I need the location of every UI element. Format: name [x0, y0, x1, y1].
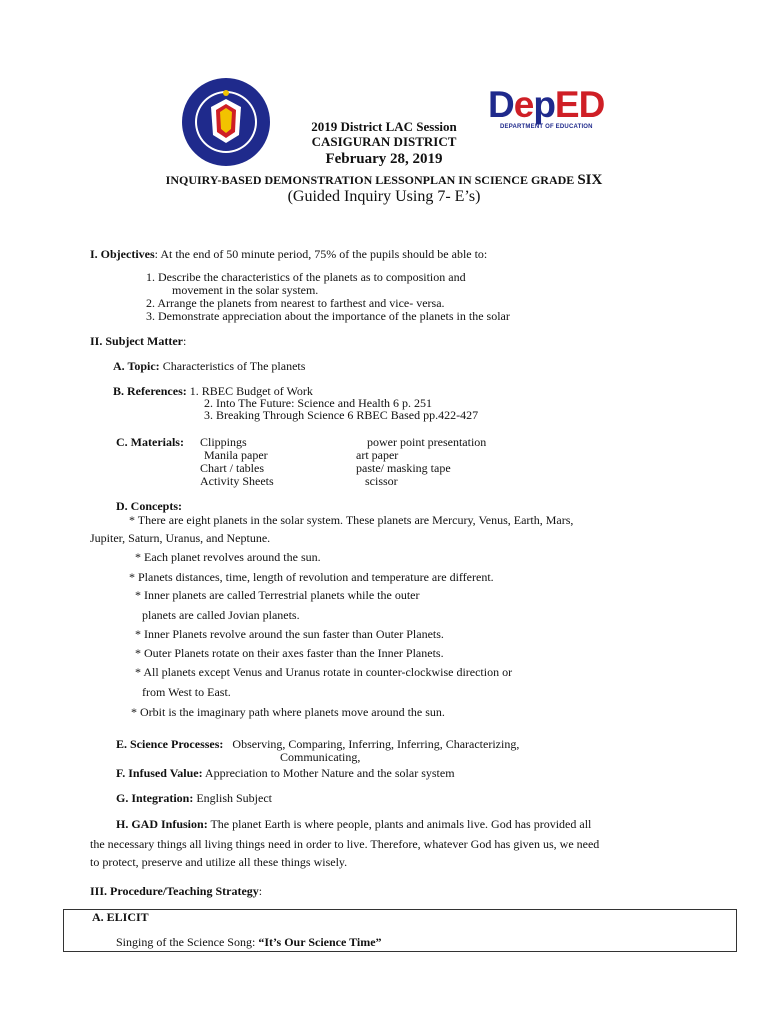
gad-text-1: The planet Earth is where people, plants and animals live. God has provided all [207, 817, 592, 831]
material-right-1: power point presentation [367, 435, 487, 449]
concept-8: * Orbit is the imaginary path where planets move around the sun. [131, 705, 445, 719]
logo-d: D [488, 84, 514, 125]
procedure-label: III. Procedure/Teaching Strategy [90, 884, 259, 898]
gad-label: H. GAD Infusion: [116, 817, 208, 831]
concept-7: * All planets except Venus and Uranus rotate in counter-clockwise direction or [135, 665, 513, 679]
material-left-1: Clippings [200, 435, 247, 449]
elicit-text: Singing of the Science Song: [116, 935, 259, 949]
subject-matter-label: II. Subject Matter [90, 334, 183, 348]
objective-item-1-cont: movement in the solar system. [172, 283, 319, 297]
infused-value: Appreciation to Mother Nature and the solar system [202, 766, 455, 780]
logo-ed: ED [554, 84, 605, 125]
objectives-heading [90, 248, 487, 262]
date-title: February 28, 2019 [325, 151, 443, 167]
science-processes-value-2: Communicating, [280, 750, 361, 764]
integration-value: English Subject [193, 791, 272, 805]
material-left-3: Chart / tables [200, 461, 264, 475]
concept-3: * Planets distances, time, length of revolution and temperature are different. [129, 570, 494, 584]
concept-7-cont: from West to East. [142, 685, 231, 699]
plan-subtitle: (Guided Inquiry Using 7- E’s) [287, 188, 481, 205]
material-right-2: art paper [356, 448, 399, 462]
material-left-4: Activity Sheets [200, 474, 274, 488]
references-label: B. References: [113, 384, 187, 398]
plan-title-grade: SIX [577, 172, 603, 188]
gad-text-3: to protect, preserve and utilize all these things wisely. [90, 855, 348, 869]
material-right-4: scissor [365, 474, 398, 488]
materials-label: C. Materials: [116, 435, 184, 449]
session-title: 2019 District LAC Session [311, 119, 457, 134]
concept-4-cont: planets are called Jovian planets. [142, 608, 300, 622]
topic-line [113, 360, 305, 374]
objective-item-2: 2. Arrange the planets from nearest to farthest and vice- versa. [146, 296, 445, 310]
infused-label: F. Infused Value: [116, 766, 203, 780]
material-right-3: paste/ masking tape [356, 461, 451, 475]
plan-title-main: INQUIRY-BASED DEMONSTRATION LESSONPLAN IN SCIENCE GRADE [165, 173, 575, 187]
reference-1: 1. RBEC Budget of Work [186, 384, 313, 398]
concept-1: * There are eight planets in the solar system. These planets are Mercury, Venus, Earth, Mars, [129, 513, 574, 527]
elicit-label: A. ELICIT [92, 910, 149, 924]
reference-2: 2. Into The Future: Science and Health 6 p. 251 [204, 396, 433, 410]
logo-sub: DEPARTMENT OF EDUCATION [500, 123, 593, 130]
logo-e: e [513, 84, 534, 125]
gad-line-1 [116, 818, 591, 832]
topic-label: A. Topic: [113, 359, 160, 373]
integration-label: G. Integration: [116, 791, 194, 805]
objective-item-3: 3. Demonstrate appreciation about the importance of the planets in the solar [146, 309, 510, 323]
elicit-song: “It’s Our Science Time” [258, 935, 382, 949]
district-title: CASIGURAN DISTRICT [311, 134, 457, 149]
concept-2: * Each planet revolves around the sun. [135, 550, 321, 564]
subject-matter-heading: II. Subject Matter: [90, 334, 187, 348]
objectives-intro: : At the end of 50 minute period, 75% of the pupils should be able to: [154, 247, 488, 261]
objectives-label: I. Objectives [90, 247, 155, 261]
science-processes-label: E. Science Processes: [116, 737, 224, 751]
material-left-2: Manila paper [204, 448, 268, 462]
concept-4: * Inner planets are called Terrestrial planets while the outer [135, 588, 420, 602]
objective-item-1: 1. Describe the characteristics of the planets as to composition and [146, 270, 466, 284]
reference-3: 3. Breaking Through Science 6 RBEC Based pp.422-427 [204, 408, 479, 422]
elicit-text-line [116, 936, 382, 950]
science-processes-value: Observing, Comparing, Inferring, Inferring, Characterizing, [232, 737, 520, 751]
concepts-label: D. Concepts: [116, 499, 182, 513]
gad-text-2: the necessary things all living things need in order to live. Therefore, whatever God has given us, we need [90, 837, 600, 851]
concept-5: * Inner Planets revolve around the sun faster than Outer Planets. [135, 627, 444, 641]
topic-value: Characteristics of The planets [159, 359, 306, 373]
concept-1-cont: Jupiter, Saturn, Uranus, and Neptune. [90, 531, 271, 545]
infused-value-line [116, 767, 455, 781]
logo-p: p [533, 84, 555, 125]
integration-line [116, 792, 272, 806]
plan-title [60, 172, 708, 189]
concept-6: * Outer Planets rotate on their axes faster than the Inner Planets. [135, 646, 444, 660]
procedure-heading: III. Procedure/Teaching Strategy: [90, 884, 263, 898]
